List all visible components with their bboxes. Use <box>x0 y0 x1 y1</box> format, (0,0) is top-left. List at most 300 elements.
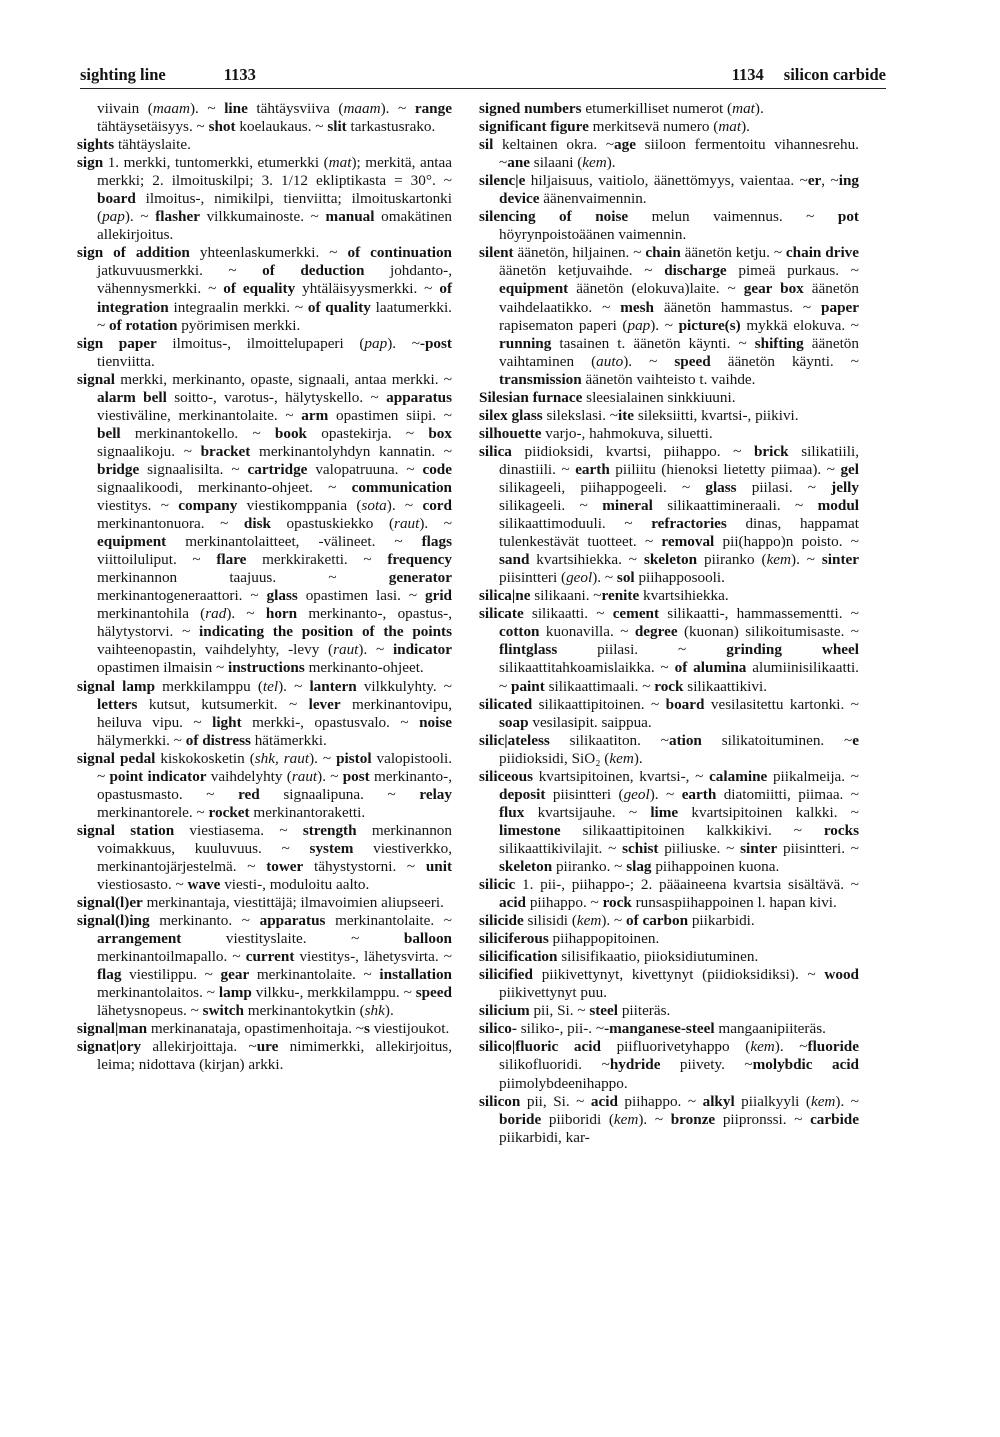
definition-text: piiranko. ~ <box>552 857 627 875</box>
dictionary-entry <box>77 371 452 678</box>
definition-text: ). ~ <box>638 1110 671 1128</box>
headword: of quality <box>307 298 371 316</box>
headword: ane <box>507 154 530 172</box>
definition-text: ). <box>384 1002 394 1020</box>
headword: equipment <box>97 533 167 551</box>
definition-text: piisintteri ( <box>545 785 624 803</box>
definition-text: piidioksidi, SiO₂ ( <box>499 749 610 767</box>
definition-text: pyörimisen merkki. <box>177 316 301 334</box>
headword: signed numbers <box>479 100 582 117</box>
field-label: shk <box>364 1002 385 1020</box>
definition-text: piiteräs. <box>618 1002 671 1020</box>
definition-text: piiranko ( <box>697 551 767 569</box>
headword: slag <box>626 857 652 875</box>
definition-text: silikaatiton. ~ <box>549 731 669 749</box>
field-label: kem <box>609 749 634 767</box>
headword: apparatus <box>259 912 326 930</box>
definition-text: ). ~ <box>309 749 337 767</box>
definition-text: ). ~ <box>835 1092 859 1110</box>
definition-text: signaalikoodi, merkinanto-ohjeet. ~ <box>97 478 352 496</box>
definition-text: ). ~ <box>380 100 415 117</box>
headword: silicium <box>479 1002 530 1020</box>
definition-text: piidioksidi, kvartsi, piihappo. ~ <box>511 442 754 460</box>
field-label: sota <box>361 497 387 515</box>
definition-text: tienviitta. <box>97 352 155 370</box>
definition-text: tähtäysviiva ( <box>247 100 344 117</box>
definition-text: opastimen lasi. ~ <box>297 587 425 605</box>
definition-text: piivety. ~ <box>660 1056 753 1074</box>
headword: skeleton <box>499 857 553 875</box>
dictionary-entry <box>479 208 859 244</box>
definition-text: piiliuske. ~ <box>658 839 741 857</box>
field-label: tel <box>262 677 279 695</box>
definition-text: lähetysnopeus. ~ <box>97 1002 203 1020</box>
definition-text: merkinantolaitteet, -välineet. ~ <box>166 533 422 551</box>
definition-text: piisintteri ( <box>499 569 567 587</box>
definition-text: signaalipuna. ~ <box>259 785 420 803</box>
headword: flag <box>97 966 122 984</box>
headword: code <box>422 460 452 478</box>
definition-text: ). ~ <box>387 334 420 352</box>
headword: silicon <box>479 1092 521 1110</box>
headword: arm <box>301 406 329 424</box>
dictionary-entry <box>479 948 859 966</box>
headword: frequency <box>387 551 452 569</box>
headword: cord <box>422 497 452 515</box>
left-column <box>77 100 452 1075</box>
headword: speed <box>674 352 711 370</box>
definition-text: silisidi ( <box>523 912 577 930</box>
dictionary-entry <box>479 425 859 443</box>
headword: sights <box>77 136 115 154</box>
definition-text: piikarbidi. <box>688 912 755 930</box>
definition-text: (kuonan) silikoitumisaste. ~ <box>677 623 860 641</box>
dictionary-entry <box>479 930 859 948</box>
headword: sign of addition <box>77 244 190 262</box>
definition-text: ilmoitus-, ilmoittelupaperi ( <box>156 334 365 352</box>
definition-text: siiloon fermentoitu vihannesrehu. ~ <box>499 136 859 172</box>
headword: siliceous <box>479 767 534 785</box>
definition-text: viestiverkko, merkinantojärjestelmä. ~ <box>97 839 453 875</box>
definition-text: vaihdelyhty ( <box>206 767 292 785</box>
definition-text: piisintteri. ~ <box>777 839 859 857</box>
headword: e <box>852 731 859 749</box>
definition-text: merkinantokytkin ( <box>244 1002 365 1020</box>
headword: refractories <box>651 515 727 533</box>
definition-text: silikatiili, dinastiili. ~ <box>499 442 859 478</box>
definition-text: äänetön ketju. ~ <box>680 244 786 262</box>
definition-text: merkinantorele. ~ <box>97 803 209 821</box>
definition-text: ilmoitus-, nimikilpi, tienviitta; ilmoituskartonki ( <box>97 190 452 226</box>
headword: ure <box>256 1038 279 1056</box>
dictionary-entry <box>77 912 452 1020</box>
header-right-page-number: 1134 <box>731 65 764 84</box>
headword: chain drive <box>785 244 859 262</box>
headword: sil <box>479 136 494 154</box>
definition-text: opastekirja. ~ <box>307 424 429 442</box>
definition-text: kvartsipitoinen, kvartsi-, ~ <box>533 767 710 785</box>
field-label: kem <box>750 1038 775 1056</box>
definition-text: ). ~ <box>601 912 627 930</box>
definition-text: viittoiluliput. ~ <box>97 551 217 569</box>
running-header <box>80 62 886 89</box>
definition-text: merkinanto. ~ <box>149 912 260 930</box>
headword: flags <box>421 533 452 551</box>
definition-text: ). ~ <box>386 497 423 515</box>
headword: renite <box>601 587 640 605</box>
definition-text: silaani ( <box>530 154 583 172</box>
dictionary-entry <box>77 335 452 371</box>
field-label: mat <box>718 118 742 136</box>
definition-text: opastimen siipi. ~ <box>328 406 452 424</box>
definition-text: silikofluoridi. ~ <box>499 1056 610 1074</box>
definition-text: hiljaisuus, vaitiolo, äänettömyys, vaientaa. ~ <box>525 172 808 190</box>
headword: rock <box>602 894 632 912</box>
definition-text: kutsut, kutsumerkit. ~ <box>137 695 309 713</box>
dictionary-entry <box>479 118 859 136</box>
dictionary-entry <box>77 822 452 894</box>
headword: wood <box>824 966 859 984</box>
dictionary-entry <box>77 678 452 750</box>
headword: of alumina <box>674 659 747 677</box>
definition-text: allekirjoittaja. ~ <box>141 1038 257 1056</box>
dictionary-entry <box>479 912 859 930</box>
dictionary-entry <box>479 696 859 732</box>
headword: strength <box>302 821 357 839</box>
dictionary-entry <box>479 732 859 768</box>
definition-text: ). ~ <box>226 605 266 623</box>
dictionary-entry <box>479 1093 859 1147</box>
definition-text: vilkku-, merkkilamppu. ~ <box>251 984 416 1002</box>
headword: pot <box>837 208 859 226</box>
headword: brick <box>753 442 789 460</box>
headword: limestone <box>499 821 561 839</box>
definition-text: viestiasema. ~ <box>174 821 303 839</box>
definition-text: soitto-, varotus-, hälytyskello. ~ <box>166 388 387 406</box>
headword: silenc|e <box>479 172 526 190</box>
header-right <box>732 65 886 85</box>
headword: ite <box>618 406 635 424</box>
header-right-word: silicon carbide <box>783 65 886 84</box>
definition-text: ). ~ <box>592 569 617 587</box>
field-label: shk, raut <box>254 749 310 767</box>
headword: cement <box>612 605 660 623</box>
definition-text: jatkuvuusmerkki. ~ <box>97 262 263 280</box>
definition-text: äänetön vaihteisto t. vaihde. <box>581 370 756 388</box>
headword: relay <box>419 785 452 803</box>
headword: light <box>212 713 242 731</box>
dictionary-entry <box>77 244 452 334</box>
headword: acid <box>590 1092 618 1110</box>
definition-text: kvartsipitoinen kalkki. ~ <box>678 803 859 821</box>
definition-text: hätämerkki. <box>250 731 327 749</box>
headword: acid <box>499 894 527 912</box>
definition-text: varjo-, hahmokuva, siluetti. <box>541 424 713 442</box>
headword: steel <box>589 1002 619 1020</box>
headword: silica|ne <box>479 587 531 605</box>
definition-text: vilkkumainoste. ~ <box>199 208 326 226</box>
definition-text: runsaspiihappoinen l. hapan kivi. <box>631 894 837 912</box>
headword: flux <box>499 803 525 821</box>
headword: silicide <box>479 912 524 930</box>
definition-text: merkinantoilmapallo. ~ <box>97 948 246 966</box>
definition-text: merkinantogeneraattori. ~ <box>97 587 267 605</box>
headword: instructions <box>227 659 305 677</box>
headword: range <box>414 100 452 117</box>
headword: generator <box>388 569 452 587</box>
definition-text: 1. pii-, piihappo-; 2. pääaineena kvartsia sisältävä. ~ <box>515 876 859 894</box>
headword: arrangement <box>97 930 182 948</box>
definition-text: ). ~ <box>419 515 452 533</box>
headword: shot <box>208 118 236 136</box>
field-label: maam <box>343 100 381 117</box>
definition-text: silikageeli, piihappogeeli. ~ <box>499 478 706 496</box>
definition-text: melun vaimennus. ~ <box>628 208 838 226</box>
definition-text: vilkkulyhty. ~ <box>356 677 452 695</box>
definition-text: piihapposooli. <box>634 569 725 587</box>
definition-text: piikivettynyt, kivettynyt (piidioksidiksi). ~ <box>533 966 825 984</box>
dictionary-entry <box>479 876 859 912</box>
definition-text: tasainen t. äänetön käynti. ~ <box>551 334 755 352</box>
headword: lime <box>650 803 679 821</box>
field-label: kem <box>766 551 792 569</box>
field-label: pap <box>627 316 651 334</box>
definition-text: kuonavilla. ~ <box>539 623 635 641</box>
definition-text: piifluorivetyhappo ( <box>600 1038 751 1056</box>
definition-text: ). ~ <box>623 352 675 370</box>
definition-text: silikaattitahkoamislaikka. ~ <box>499 659 675 677</box>
definition-text: sleesialainen sinkkiuuni. <box>582 388 736 406</box>
definition-text: alumiinisilikaatti. ~ <box>499 659 859 695</box>
definition-text: piikalmeija. ~ <box>767 767 859 785</box>
headword: book <box>274 424 307 442</box>
definition-text: merkinanataja, opastimenhoitaja. ~ <box>147 1020 365 1038</box>
definition-text: nimimerkki, allekirjoitus, leima; nidottava (kirjan) arkki. <box>97 1038 452 1074</box>
definition-text: piihappopitoinen. <box>548 930 660 948</box>
dictionary-entry <box>479 1020 859 1038</box>
definition-text: integraalin merkki. ~ <box>168 298 308 316</box>
definition-text: tähtäyslaite. <box>114 136 191 154</box>
definition-text: silikaatti. ~ <box>523 605 613 623</box>
definition-text: vesilasitettu kartonki. ~ <box>704 695 859 713</box>
definition-text: merkinantolaite. ~ <box>325 912 452 930</box>
definition-text: mykkä elokuva. ~ <box>740 316 859 334</box>
definition-text: piilasi. ~ <box>736 478 832 496</box>
headword: letters <box>97 695 138 713</box>
headword: -post <box>419 334 452 352</box>
definition-text: , ~ <box>821 172 839 190</box>
definition-text: viestityslaite. ~ <box>181 930 404 948</box>
field-label: raut <box>333 641 359 659</box>
field-label: kem <box>810 1092 836 1110</box>
definition-text: merkinantolyhdyn kannatin. ~ <box>250 442 452 460</box>
headword: cartridge <box>247 460 308 478</box>
definition-text: koelaukaus. ~ <box>235 118 328 136</box>
definition-text: viestijoukot. <box>369 1020 450 1038</box>
definition-text: tarkastusrako. <box>346 118 436 136</box>
field-label: maam <box>152 100 190 117</box>
definition-text: diatomiitti, piimaa. ~ <box>716 785 860 803</box>
headword: bell <box>97 424 121 442</box>
definition-text: ). ~ <box>774 1038 808 1056</box>
definition-text: silikaattimaali. ~ <box>544 677 655 695</box>
headword: soap <box>499 713 529 731</box>
dictionary-entry <box>77 750 452 822</box>
definition-text: merkkilamppu ( <box>155 677 263 695</box>
definition-text: yhtäläisyysmerkki. ~ <box>295 280 440 298</box>
definition-text: merkinantonuora. ~ <box>97 515 244 533</box>
definition-text: piikivettynyt puu. <box>499 984 607 1002</box>
headword: signal pedal <box>77 749 156 767</box>
headword: jelly <box>831 478 859 496</box>
definition-text: 1. merkki, tuntomerkki, etumerkki ( <box>103 154 329 172</box>
headword: silico- <box>479 1020 517 1038</box>
definition-text: ). ~ <box>649 785 682 803</box>
definition-text: opastuskiekko ( <box>270 515 395 533</box>
headword: flare <box>216 551 247 569</box>
definition-text: sileksiitti, kvartsi-, piikivi. <box>634 406 799 424</box>
headword: calamine <box>709 767 768 785</box>
field-label: pap <box>102 208 125 226</box>
definition-text: merkinantolaitos. ~ <box>97 984 219 1002</box>
field-label: geol <box>623 785 650 803</box>
definition-text: piipronssi. ~ <box>715 1110 811 1128</box>
dictionary-entry <box>77 154 452 244</box>
definition-text: höyrynpoistoäänen vaimennin. <box>499 226 687 244</box>
headword: hydride <box>609 1056 661 1074</box>
definition-text: piiboridi ( <box>541 1110 614 1128</box>
definition-text: viesti-, moduloitu aalto. <box>220 876 370 894</box>
definition-text: kvartsihiekka. ~ <box>529 551 644 569</box>
headword: modul <box>817 497 859 515</box>
headword: earth <box>681 785 717 803</box>
definition-text: äänetön (elokuva)laite. ~ <box>568 280 744 298</box>
headword: signal|man <box>77 1020 148 1038</box>
headword: unit <box>425 857 453 875</box>
definition-text: silikaattimoduuli. ~ <box>499 515 652 533</box>
headword: sol <box>616 569 635 587</box>
headword: gel <box>840 460 859 478</box>
headword: paper <box>821 298 860 316</box>
definition-text: silikatoituminen. ~ <box>701 731 853 749</box>
definition-text: silikaattikivilajit. ~ <box>499 839 623 857</box>
dictionary-entry <box>479 407 859 425</box>
definition-text: vaihteenopastin, vaihdelyhty, -levy ( <box>97 641 334 659</box>
dictionary-entry <box>479 136 859 172</box>
headword: of integration <box>97 280 452 316</box>
headword: wave <box>187 876 221 894</box>
headword: of equality <box>223 280 296 298</box>
headword: silicic <box>479 876 516 894</box>
headword: slit <box>327 118 347 136</box>
headword: running <box>499 334 552 352</box>
headword: grid <box>425 587 453 605</box>
headword: signat|ory <box>77 1038 142 1056</box>
headword: gear box <box>743 280 804 298</box>
field-label: kem <box>576 912 602 930</box>
definition-text: ). <box>606 154 616 172</box>
definition-text: viestitys. ~ <box>97 497 179 515</box>
definition-text: kiskokosketin ( <box>155 749 255 767</box>
headword: point indicator <box>109 767 207 785</box>
definition-text: viestikomppania ( <box>237 497 362 515</box>
field-label: kem <box>582 154 607 172</box>
headword: schist <box>622 839 659 857</box>
headword: line <box>224 100 248 117</box>
definition-text: yhteenlaskumerkki. ~ <box>189 244 348 262</box>
headword: earth <box>575 460 610 478</box>
definition-text: silekslasi. ~ <box>542 406 619 424</box>
definition-text: viestiväline, merkinantolaite. ~ <box>97 406 302 424</box>
headword: age <box>614 136 636 154</box>
headword: company <box>178 497 238 515</box>
field-label: rad <box>205 605 227 623</box>
headword: post <box>342 767 370 785</box>
definition-text: piilasi. ~ <box>557 641 727 659</box>
definition-text: mangaanipiiteräs. <box>714 1020 826 1038</box>
headword: silhouette <box>479 424 542 442</box>
headword: rock <box>654 677 684 695</box>
definition-text: merkki, merkinanto, opaste, signaali, antaa merkki. ~ <box>114 370 452 388</box>
definition-text: merkinanto-, opastus-, hälytystorvi. ~ <box>97 605 452 641</box>
definition-text: pimeä purkaus. ~ <box>726 262 859 280</box>
headword: current <box>245 948 295 966</box>
headword: glass <box>266 587 298 605</box>
headword: board <box>665 695 705 713</box>
definition-text: dinas, happamat tulenkestävät tuotteet. ~ <box>499 515 859 551</box>
definition-text: rapisematon paperi ( <box>499 316 628 334</box>
definition-text: siliko-, pii-. ~ <box>516 1020 605 1038</box>
field-label: raut <box>394 515 420 533</box>
definition-text: silikaattipitoinen kalkkikivi. ~ <box>560 821 824 839</box>
headword: silicate <box>479 605 524 623</box>
headword: silex glass <box>479 406 543 424</box>
dictionary-entry <box>479 172 859 208</box>
dictionary-entry <box>479 389 859 407</box>
headword: s <box>364 1020 370 1038</box>
definition-text: piihappo. ~ <box>526 894 603 912</box>
definition-text: etumerkilliset numerot ( <box>581 100 733 117</box>
field-label: mat <box>732 100 755 117</box>
definition-text: äänetön vaihdelaatikko. ~ <box>499 280 859 316</box>
headword: lever <box>308 695 341 713</box>
definition-text: kvartsihiekka. <box>639 587 729 605</box>
definition-text: merkkiraketti. ~ <box>246 551 388 569</box>
definition-text: ). ~ <box>124 208 156 226</box>
definition-text: ); merkitä, antaa merkki; 2. ilmoituskilpi; 3. 1/12 ekliptikasta = 30°. ~ <box>97 154 452 190</box>
definition-text: vesilasipit. saippua. <box>528 713 652 731</box>
headword: switch <box>202 1002 244 1020</box>
headword: significant figure <box>479 118 589 136</box>
headword: of distress <box>185 731 251 749</box>
header-left <box>80 65 256 85</box>
definition-text: äänetön käynti. ~ <box>710 352 859 370</box>
definition-text: merkinanto-ohjeet. <box>304 659 424 677</box>
header-left-word: sighting line <box>80 65 166 84</box>
dictionary-entry <box>479 768 859 876</box>
headword: silicified <box>479 966 533 984</box>
definition-text: silikageeli. ~ <box>499 497 603 515</box>
definition-text: viestilippu. ~ <box>121 966 221 984</box>
headword: silico|fluoric acid <box>479 1038 601 1056</box>
definition-text: merkinantaja, viestittäjä; ilmavoimien aliupseeri. <box>142 894 444 912</box>
definition-text: silikaani. ~ <box>530 587 602 605</box>
definition-text: piimolybdeenihappo. <box>499 1074 628 1092</box>
headword: of deduction <box>262 262 365 280</box>
headword: signal lamp <box>77 677 156 695</box>
headword: carbide <box>810 1110 859 1128</box>
headword: signal(l)ing <box>77 912 150 930</box>
